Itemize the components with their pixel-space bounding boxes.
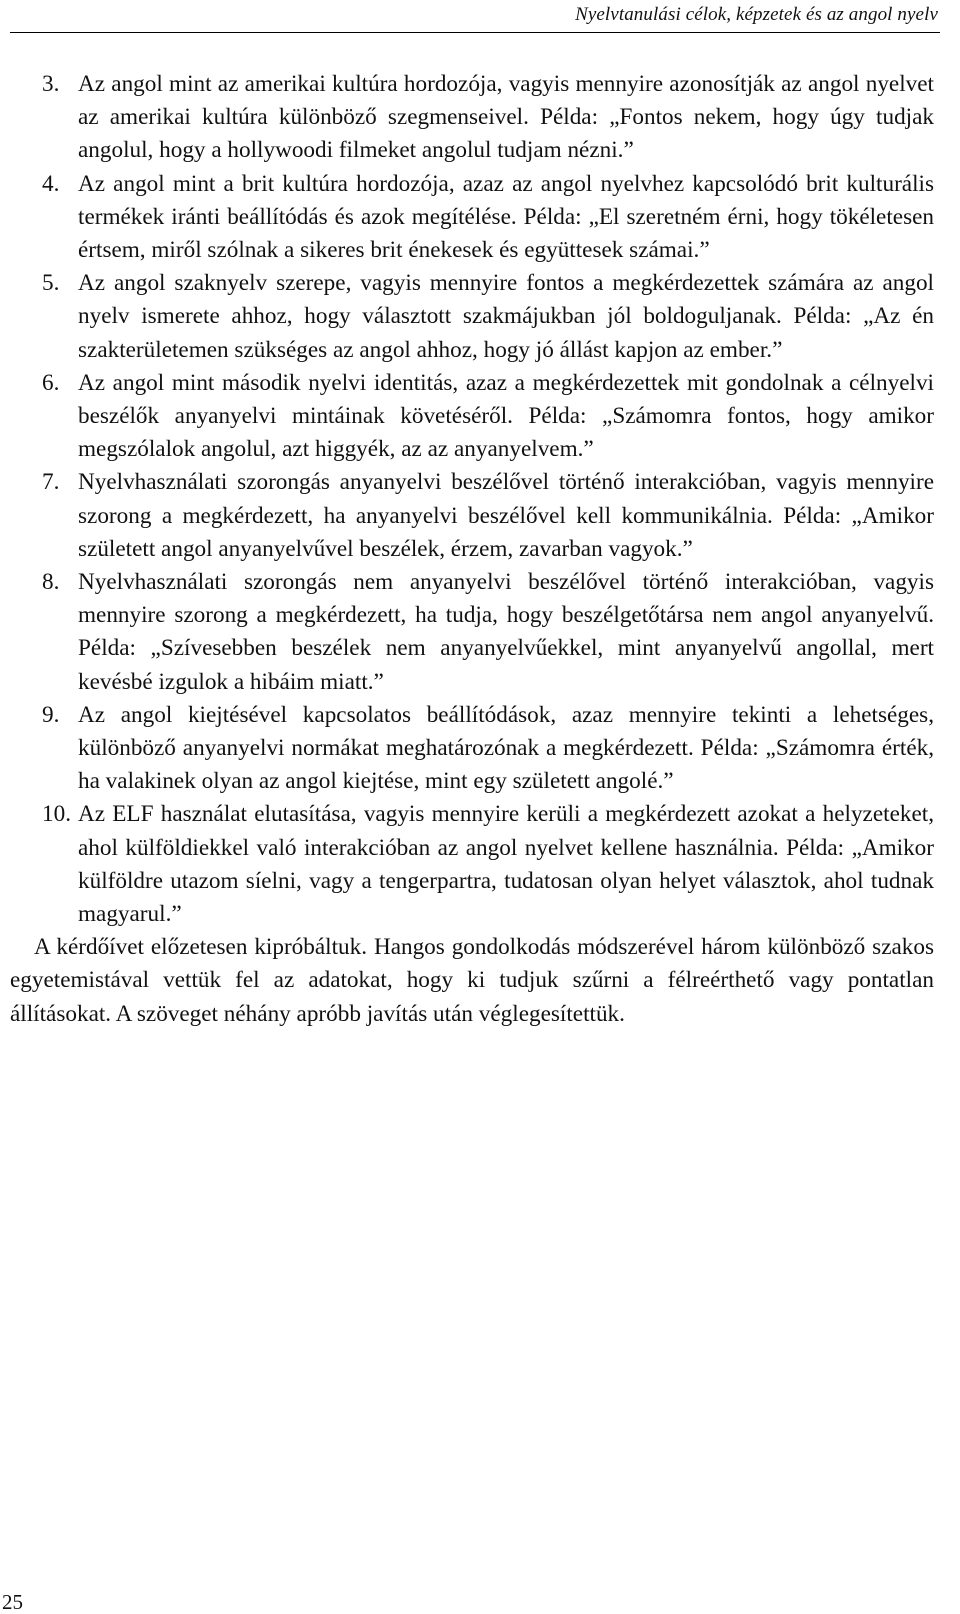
header-rule [10, 32, 940, 33]
list-item-text: Az angol mint második nyelvi identitás, azaz a megkérdezettek mit gondolnak a célnyelvi beszélők anyanyelvi mintáinak követéséről. Példa: „Számomra fontos, hogy amikor megszólalok angolul, azt higgyék, az az anyanyelvem.” [78, 369, 934, 463]
list-item [10, 466, 934, 566]
list-item [10, 367, 934, 467]
list-item [10, 68, 934, 168]
list-item [10, 168, 934, 268]
list-item-text: Nyelvhasználati szorongás nem anyanyelvi beszélővel történő interakcióban, vagyis mennyire szorong a megkérdezett, ha tudja, hogy beszélgetőtársa nem angol anyanyelvű. Példa: „Szívesebben beszélek nem anyanyelvűekkel, mint anyanyelvű angollal, mert kevésbé izgulok a hibáim miatt.” [78, 569, 934, 695]
closing-paragraph: A kérdőívet előzetesen kipróbáltuk. Hangos gondolkodás módszerével három különböző szakos egyetemistával vettük fel az adatokat, hogy ki tudjuk szűrni a félreérthető vagy pontatlan állításokat. A szöveget néhány apróbb javítás után véglegesítettük. [10, 934, 934, 1027]
list-item-number: 9. [42, 701, 60, 728]
list-item-number: 10. [42, 801, 71, 828]
list-item [10, 267, 934, 367]
running-header: Nyelvtanulási célok, képzetek és az angol nyelv [575, 4, 938, 25]
list-item-number: 4. [42, 170, 60, 197]
list-item [10, 798, 934, 931]
list-item-number: 5. [42, 270, 60, 297]
list-item-text: Az ELF használat elutasítása, vagyis mennyire kerüli a megkérdezett azokat a helyzeteket, ahol külföldiekkel való interakcióban az angol nyelvet kellene használnia. Példa: „Amikor külföldre utazom síelni, vagy a tengerpartra, tudatosan olyan helyet választok, ahol tudnak magyarul.” [78, 801, 934, 928]
list-item-text: Az angol kiejtésével kapcsolatos beállítódások, azaz mennyire tekinti a lehetséges, különböző anyanyelvi normákat meghatározónak a megkérdezett. Példa: „Számomra érték, ha valakinek olyan az angol kiejtése, mint egy született angolé.” [78, 701, 934, 795]
list-item-number: 6. [42, 369, 60, 396]
list-item-text: Az angol mint a brit kultúra hordozója, azaz az angol nyelvhez kapcsolódó brit kulturális termékek iránti beállítódás és azok megítélése. Példa: „El szeretném érni, hogy tökéletesen értsem, miről szólnak a sikeres brit énekesek és együttesek számai.” [78, 170, 934, 264]
list-item-number: 7. [42, 469, 60, 496]
list-item-number: 8. [42, 569, 60, 596]
page-body [10, 68, 934, 1031]
list-item [10, 566, 934, 699]
list-item-number: 3. [42, 71, 60, 97]
list-item-text: Nyelvhasználati szorongás anyanyelvi beszélővel történő interakcióban, vagyis mennyire szorong a megkérdezett, ha anyanyelvi beszélővel kell kommunikálnia. Példa: „Amikor született angol anyanyelvűvel beszélek, érzem, zavarban vagyok.” [78, 469, 934, 562]
page-number: 25 [2, 1590, 23, 1614]
list-item [10, 699, 934, 799]
list-item-text: Az angol szaknyelv szerepe, vagyis mennyire fontos a megkérdezettek számára az angol nyelv ismerete ahhoz, hogy választott szakmájukban jól boldoguljanak. Példa: „Az én szakterületemen szükséges az angol ahhoz, hogy jó állást kapjon az ember.” [78, 270, 934, 363]
numbered-list [10, 68, 934, 931]
list-item-text: Az angol mint az amerikai kultúra hordozója, vagyis mennyire azonosítják az angol nyelvet az amerikai kultúra különböző szegmenseivel. Példa: „Fontos nekem, hogy úgy tudjak angolul, hogy a hollywoodi filmeket angolul tudjam nézni.” [78, 71, 934, 164]
